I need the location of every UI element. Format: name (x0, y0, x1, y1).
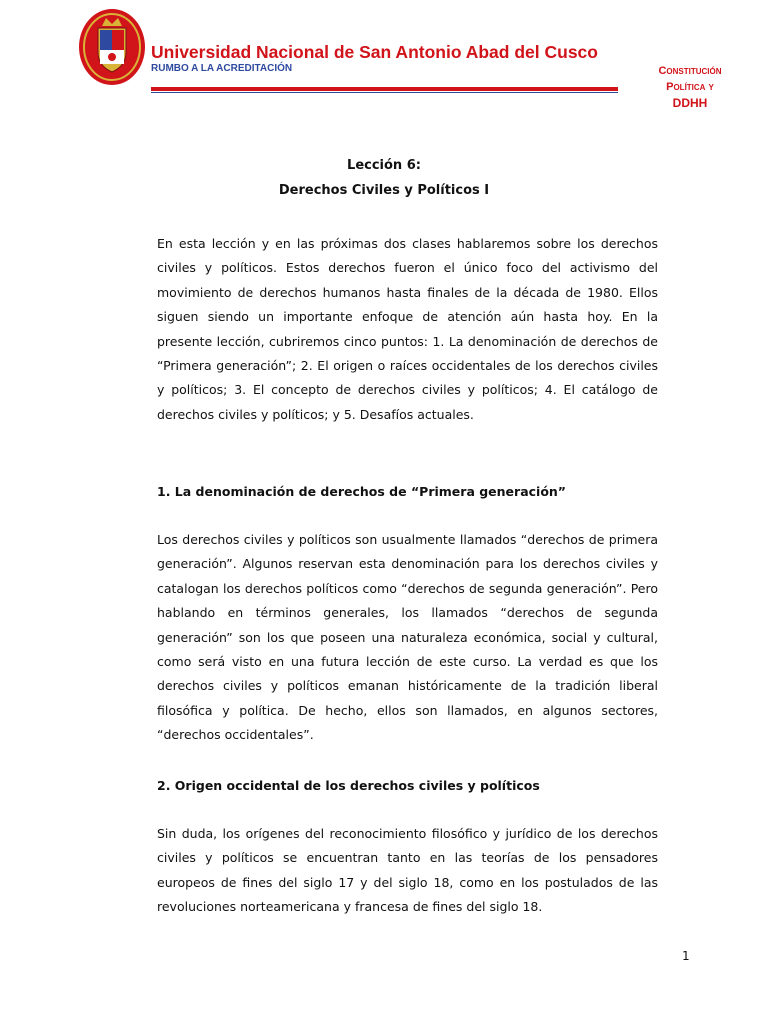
lesson-title: Derechos Civiles y Políticos I (278, 183, 490, 198)
university-seal-icon (78, 8, 146, 86)
lesson-number: Lección 6: (347, 158, 421, 173)
header-rule-red (151, 87, 618, 91)
section-1-heading: 1. La denominación de derechos de “Primera generación” (157, 484, 567, 499)
course-line-1: Constitución (658, 65, 722, 77)
section-1-paragraph: Los derechos civiles y políticos son usualmente llamados “derechos de primera generación”. Algunos reservan esta denominación para los derechos civiles y catalogan los derechos políticos como “derechos de segunda generación”. Pero hablando en términos generales, los llamados “derechos de segunda generación” son los que poseen una naturaleza económica, social y cultural, como será visto en una futura lección de este curso. La verdad es que los derechos civiles y políticos emanan históricamente de la tradición liberal filosófica y política. De hecho, ellos son llamados, en algunos sectores, “derechos occidentales”. (157, 532, 658, 743)
page-number: 1 (682, 949, 690, 963)
header-rule-blue (151, 92, 618, 93)
university-slogan: RUMBO A LA ACREDITACIÓN (151, 63, 293, 74)
page-header (0, 0, 768, 120)
section-2-paragraph: Sin duda, los orígenes del reconocimiento filosófico y jurídico de los derechos civiles y políticos se encuentran tanto en las teorías de los pensadores europeos de fines del siglo 17 y del siglo 18, como en los postulados de las revoluciones norteamericana y francesa de fines del siglo 18. (157, 826, 658, 915)
course-name (632, 63, 748, 111)
section-2-heading: 2. Origen occidental de los derechos civiles y políticos (157, 778, 540, 793)
university-name: Universidad Nacional de San Antonio Abad del Cusco (151, 42, 598, 62)
course-line-2: Política y (666, 81, 714, 93)
intro-paragraph: En esta lección y en las próximas dos clases hablaremos sobre los derechos civiles y políticos. Estos derechos fueron el único foco del activismo del movimiento de derechos humanos hasta finales de la década de 1980. Ellos siguen siendo un importante enfoque de atención aún hasta hoy. En la presente lección, cubriremos cinco puntos: 1. La denominación de derechos de “Primera generación”; 2. El origen o raíces occidentales de los derechos civiles y políticos; 3. El concepto de derechos civiles y políticos; 4. El catálogo de derechos civiles y políticos; y 5. Desafíos actuales. (157, 236, 658, 422)
course-line-3: DDHH (672, 96, 708, 110)
